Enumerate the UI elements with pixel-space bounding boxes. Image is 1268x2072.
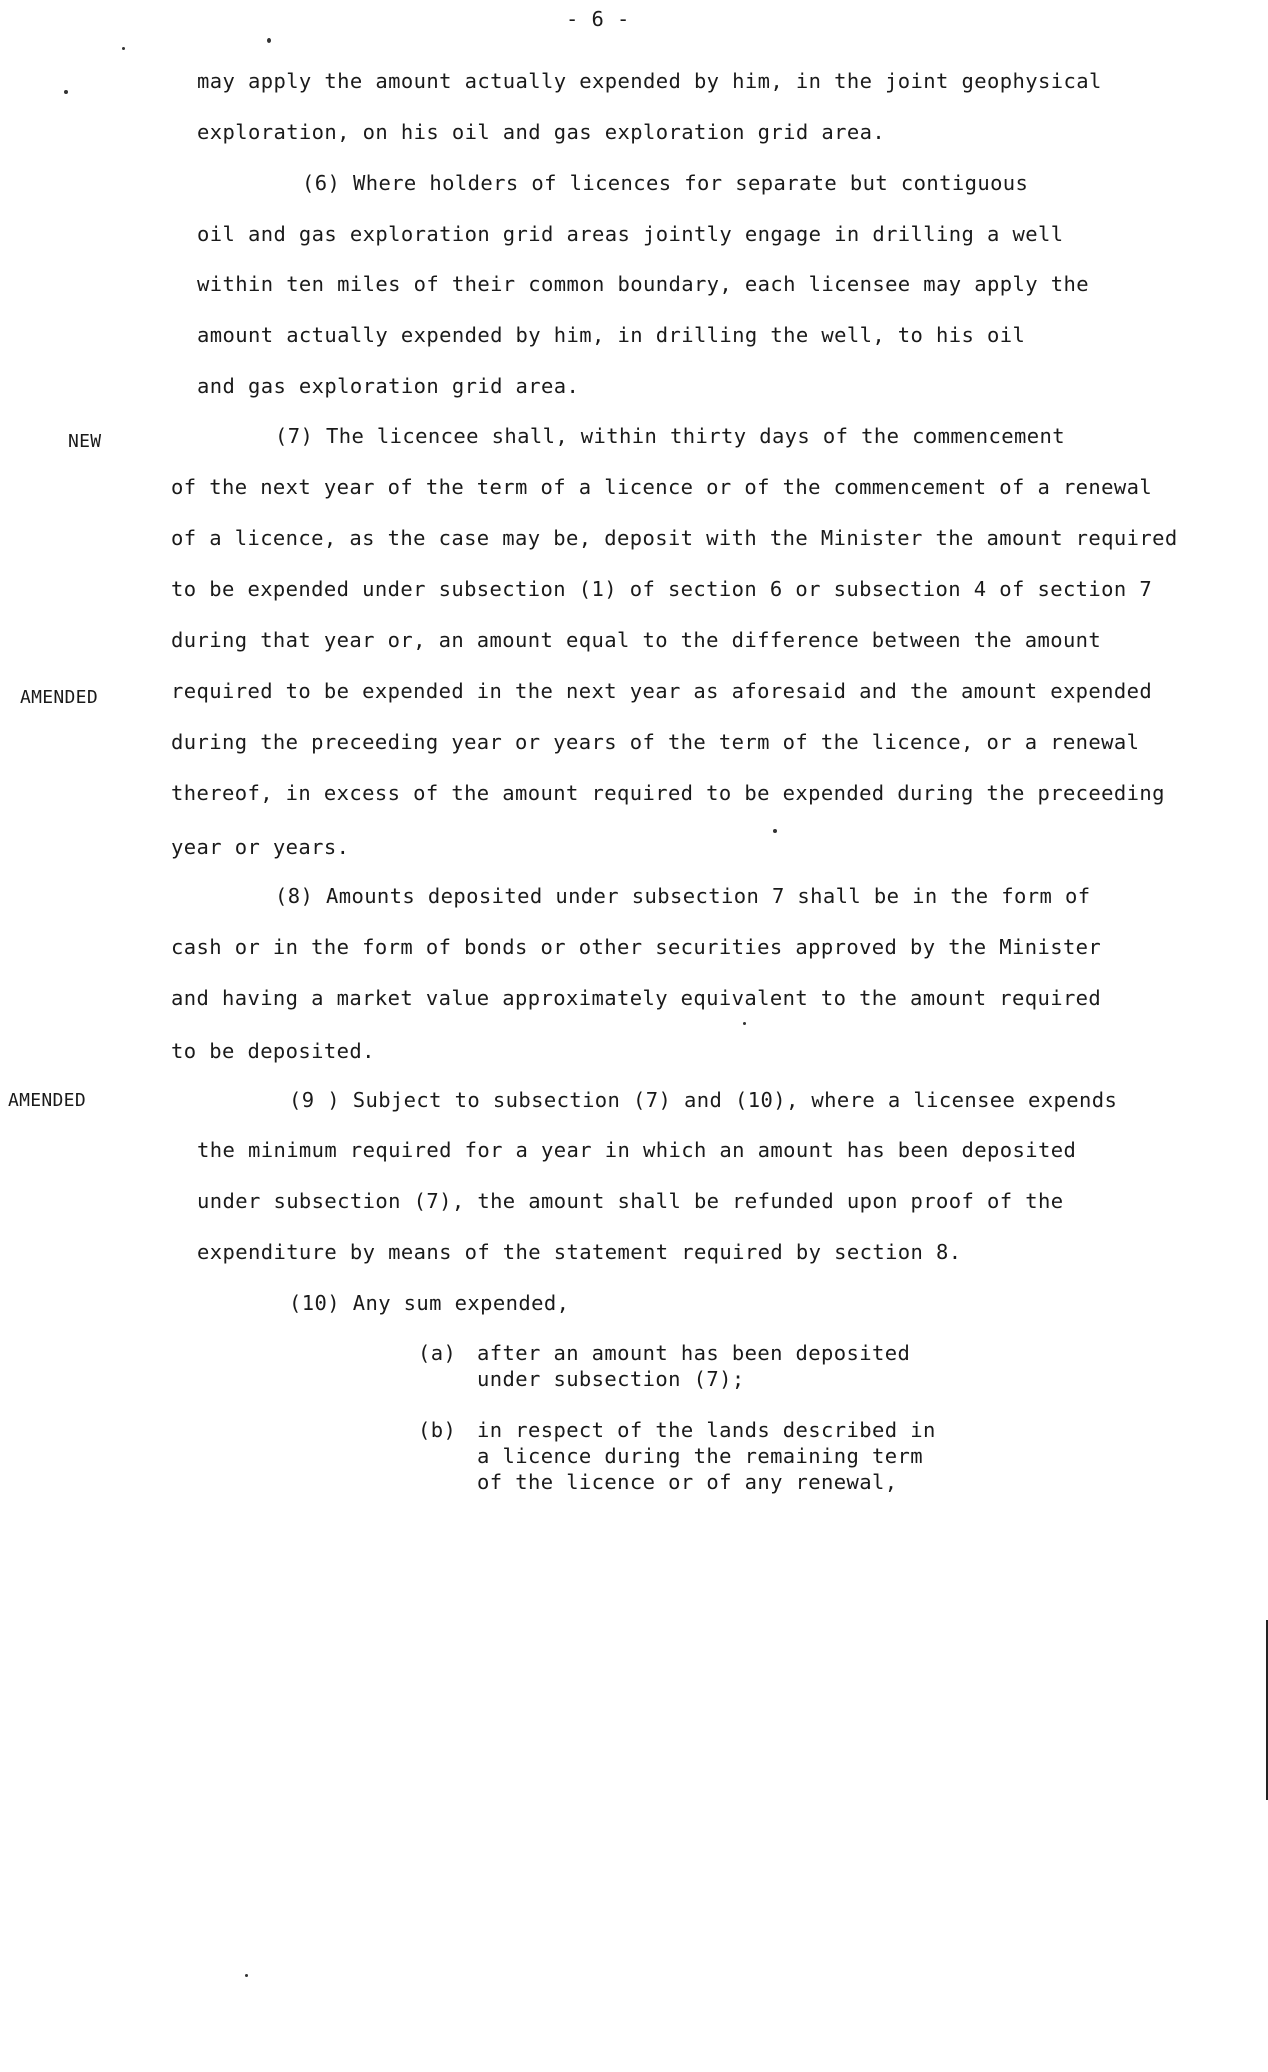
text-line: expenditure by means of the statement required by section 8. (197, 1240, 962, 1264)
text-line: to be deposited. (171, 1039, 375, 1063)
text-line: oil and gas exploration grid areas jointly engage in drilling a well (197, 222, 1064, 246)
text-line: may apply the amount actually expended by him, in the joint geophysical (197, 69, 1102, 93)
page-number: - 6 - (566, 7, 630, 31)
text-line: of the next year of the term of a licence or of the commencement of a renewal (171, 475, 1153, 499)
text-line: (7) The licencee shall, within thirty days of the commencement (275, 424, 1066, 448)
scan-speck (743, 1022, 746, 1025)
item-label: (a) (418, 1341, 457, 1365)
margin-note-new: NEW (68, 431, 102, 452)
text-line: amount actually expended by him, in drilling the well, to his oil (197, 323, 1026, 347)
text-line: (9 ) Subject to subsection (7) and (10), where a licensee expends (289, 1088, 1118, 1112)
text-line: (8) Amounts deposited under subsection 7 shall be in the form of (275, 884, 1091, 908)
text-line: and gas exploration grid area. (197, 374, 580, 398)
margin-note-amended: AMENDED (20, 687, 98, 708)
text-line: to be expended under subsection (1) of section 6 or subsection 4 of section 7 (171, 577, 1153, 601)
text-line: in respect of the lands described in (477, 1418, 936, 1442)
text-line: of the licence or of any renewal, (477, 1470, 898, 1494)
text-line: during that year or, an amount equal to the difference between the amount (171, 628, 1102, 652)
scan-speck (773, 829, 777, 833)
text-line: and having a market value approximately equivalent to the amount required (171, 986, 1102, 1010)
text-line: (10) Any sum expended, (289, 1291, 570, 1315)
text-line: after an amount has been deposited (477, 1341, 911, 1365)
text-line: of a licence, as the case may be, deposit with the Minister the amount required (171, 526, 1178, 550)
text-line: thereof, in excess of the amount required to be expended during the preceeding (171, 781, 1165, 805)
scan-speck (64, 90, 68, 94)
margin-note-amended: AMENDED (8, 1090, 86, 1111)
text-line: a licence during the remaining term (477, 1444, 923, 1468)
text-line: under subsection (7), the amount shall be refunded upon proof of the (197, 1189, 1064, 1213)
text-line: under subsection (7); (477, 1367, 745, 1391)
text-line: during the preceeding year or years of the term of the licence, or a renewal (171, 730, 1140, 754)
text-line: (6) Where holders of licences for separate but contiguous (302, 171, 1029, 195)
text-line: the minimum required for a year in which an amount has been deposited (197, 1138, 1077, 1162)
text-line: required to be expended in the next year as aforesaid and the amount expended (171, 679, 1153, 703)
text-line: cash or in the form of bonds or other securities approved by the Minister (171, 935, 1102, 959)
scan-speck (245, 1974, 248, 1977)
scan-speck (267, 38, 271, 43)
text-line: exploration, on his oil and gas exploration grid area. (197, 120, 886, 144)
scan-speck (122, 47, 125, 50)
text-line: year or years. (171, 835, 350, 859)
text-line: within ten miles of their common boundary, each licensee may apply the (197, 272, 1089, 296)
item-label: (b) (418, 1418, 457, 1442)
